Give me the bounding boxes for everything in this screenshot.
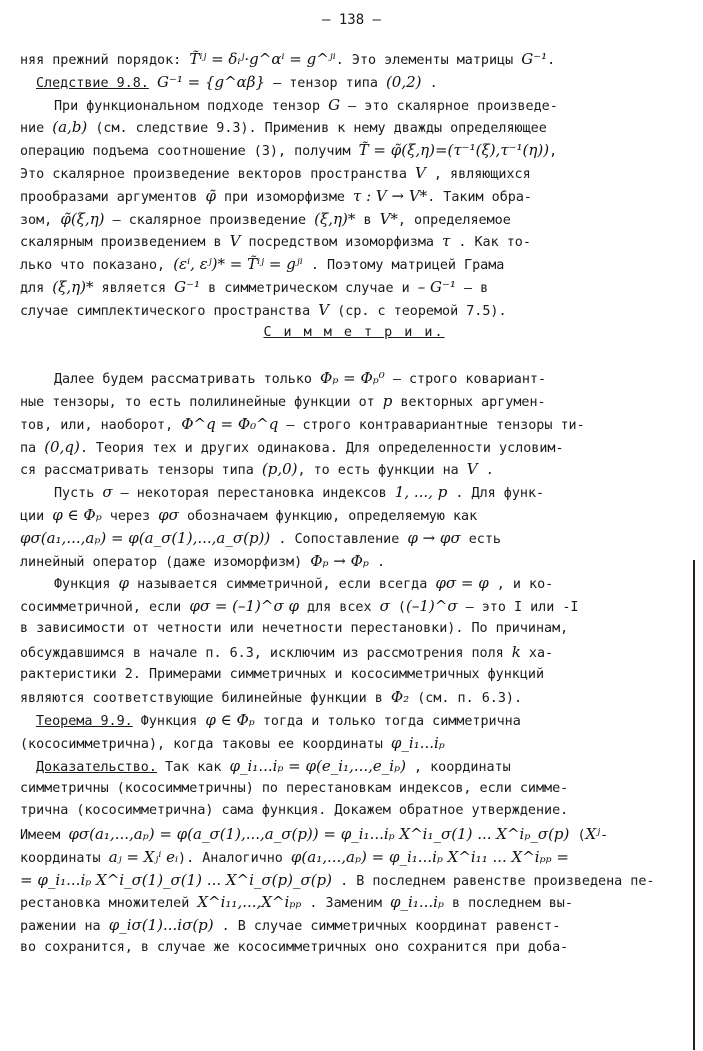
math-expression: φ̃: [205, 186, 216, 205]
math-expression: φσ(a₁,...,aₚ) = φ(a_σ(1),...,a_σ(p)): [20, 528, 271, 547]
math-expression: G⁻¹: [521, 50, 548, 68]
text-segment: Функция: [54, 577, 119, 593]
text-segment: Далее будем рассматривать только: [54, 372, 321, 388]
text-segment: [149, 76, 157, 91]
text-line: [20, 686, 688, 709]
text-segment: ся рассматривать тензоры типа: [20, 463, 262, 479]
text-line: [20, 527, 688, 550]
text-segment: Пусть: [54, 486, 103, 502]
math-expression: G⁻¹ = {g^αβ}: [156, 72, 266, 91]
math-expression: (a,b): [52, 118, 88, 137]
text-line: [20, 778, 688, 801]
text-segment: Функция: [132, 714, 206, 730]
text-segment: ные тензоры, то есть полилинейные функции от: [20, 394, 383, 410]
text-segment: Имеем: [20, 828, 69, 844]
math-expression: T̃ⁱʲ = δᵢʲ·g^αⁱ = g^ʲⁱ: [189, 50, 336, 68]
text-line: [20, 823, 688, 846]
text-segment: – тензор типа: [265, 75, 386, 91]
text-line: [20, 253, 688, 276]
math-expression: τ: [442, 232, 451, 251]
text-line: [20, 276, 688, 299]
text-segment: в: [355, 212, 380, 228]
text-segment: рестановка множителей: [20, 896, 198, 912]
text-segment: обозначаем функцию, определяемую как: [178, 508, 478, 524]
underlined-heading: Доказательство.: [36, 759, 157, 775]
text-segment: .: [368, 554, 386, 570]
math-expression: φσ(a₁,...,aₚ) = φ(a_σ(1),...,a_σ(p)) = φ_i₁...iₚ X^i₁_σ(1) ... X^iₚ_σ(p): [68, 825, 570, 844]
text-line: [20, 162, 688, 185]
text-segment: – строго ковариант-: [384, 372, 547, 388]
math-expression: G: [328, 95, 341, 114]
text-line: [20, 891, 688, 914]
text-segment: для: [20, 280, 53, 296]
math-expression: = φ_i₁...iₚ X^i_σ(1)_σ(1) ... X^i_σ(p)_σ(p): [20, 870, 333, 889]
text-segment: (: [389, 600, 406, 616]
text-segment: . Это элементы матрицы: [335, 53, 522, 68]
text-line: [20, 436, 688, 459]
text-segment: , определяемое: [397, 212, 511, 228]
text-segment: .: [421, 75, 438, 91]
text-line: [20, 481, 688, 504]
text-segment: . В случае симметричных координат равенст-: [213, 919, 561, 935]
underlined-heading: Теорема 9.9.: [36, 714, 133, 730]
math-expression: T̃ = φ̃(ξ,η)=(τ⁻¹(ξ),τ⁻¹(η)): [358, 141, 550, 160]
text-segment: – скалярное произведение: [104, 212, 315, 228]
math-expression: φ_i₁...iₚ: [390, 733, 445, 752]
math-expression: X^i₁₁,...,X^iₚₚ: [197, 893, 302, 912]
text-line: [20, 458, 688, 481]
math-expression: φ ∈ Φₚ: [205, 711, 255, 730]
text-segment: . Поэтому матрицей Грама: [302, 258, 505, 274]
text-segment: (см. следствие 9.3). Применив к нему дважды определяющее: [87, 121, 547, 137]
text-segment: прообразами аргументов: [20, 189, 206, 205]
math-expression: φ: [118, 574, 130, 593]
text-segment: сосимметричной, если: [20, 600, 190, 616]
math-expression: (p,0): [261, 460, 298, 479]
text-segment: случае симплектического пространства: [20, 303, 319, 319]
text-line: [20, 390, 688, 413]
text-line: [20, 367, 688, 390]
text-line: [20, 48, 688, 71]
math-expression: φ(a₁,...,aₚ) = φ_i₁...iₚ X^i₁₁ ... X^iₚₚ =: [290, 847, 569, 866]
math-expression: φ_i₁...iₚ: [390, 893, 444, 912]
text-line: [20, 869, 688, 892]
text-segment: лько что показано,: [20, 258, 174, 274]
text-line: [20, 344, 688, 367]
text-line: [20, 618, 688, 641]
math-expression: k: [511, 642, 521, 661]
text-line: [20, 800, 688, 823]
math-expression: 1, ..., p: [394, 483, 448, 502]
text-line: [20, 846, 688, 869]
text-line: [20, 71, 688, 94]
text-segment: ). Аналогично: [178, 850, 291, 866]
math-expression: p: [382, 391, 393, 410]
math-expression: Φ^q = Φ₀^q: [181, 414, 279, 433]
text-segment: зом,: [20, 212, 61, 228]
text-segment: (см. п. 6.3).: [409, 691, 523, 707]
text-segment: операцию подъема соотношение (3), получим: [20, 144, 359, 160]
text-segment: тов, или, наоборот,: [20, 417, 182, 433]
text-segment: . Для функ-: [447, 486, 545, 502]
math-expression: Φₚ → Φₚ: [310, 551, 369, 570]
text-line: [20, 709, 688, 732]
text-segment: – строго контравариантные тензоры ти-: [278, 417, 585, 433]
text-segment: в зависимости от четности или нечетности перестановки). По причинам,: [20, 620, 569, 636]
page-number: – 138 –: [321, 12, 381, 28]
text-line: [20, 550, 688, 573]
text-segment: ражении на: [20, 919, 109, 935]
math-expression: Φₚ = Φₚ⁰: [320, 369, 385, 388]
math-expression: φσ = (–1)^σ φ: [189, 597, 299, 616]
math-expression: φσ: [158, 505, 179, 524]
text-line: [20, 299, 688, 322]
text-line: [20, 914, 688, 937]
text-segment: , координаты: [405, 759, 511, 775]
text-line: [20, 595, 688, 618]
math-expression: G⁻¹: [174, 277, 201, 296]
math-expression: – G⁻¹: [417, 277, 456, 296]
text-segment: посредством изоморфизма: [240, 235, 442, 251]
text-line: [20, 732, 688, 755]
text-segment: , и ко-: [488, 577, 554, 593]
math-expression: (ξ,η)*: [314, 209, 356, 228]
text-line: [20, 664, 688, 687]
text-segment: При функциональном подходе тензор: [54, 98, 329, 114]
text-line: [20, 94, 688, 117]
text-line: [20, 504, 688, 527]
text-segment: через: [101, 508, 159, 524]
math-expression: Φ₂: [390, 688, 410, 707]
text-line: [20, 185, 688, 208]
text-line: [20, 413, 688, 436]
text-segment: Так как: [156, 759, 230, 775]
text-line: [20, 755, 688, 778]
text-segment: . Заменим: [301, 896, 391, 912]
math-expression: (εⁱ, εʲ)* = T̃ⁱʲ = gʲⁱ: [173, 255, 303, 274]
text-segment: скалярным произведением в: [20, 235, 230, 251]
text-segment: координаты: [20, 850, 109, 866]
math-expression: V: [415, 163, 426, 182]
text-segment: . Как то-: [450, 235, 531, 251]
text-segment: симметричны (кососимметричны) по перестановкам индексов, если симме-: [20, 780, 569, 796]
math-expression: φσ = φ: [435, 574, 489, 593]
text-segment: тогда и только тогда симметрична: [254, 714, 521, 730]
text-segment: , являющихся: [425, 166, 531, 182]
text-segment: (: [569, 828, 586, 844]
math-expression: φ → φσ: [407, 528, 461, 547]
text-segment: няя прежний порядок:: [20, 53, 190, 68]
text-segment: при изоморфизме: [215, 189, 354, 205]
text-segment: ние: [20, 121, 53, 137]
math-expression: σ: [379, 597, 390, 616]
text-segment: ,: [549, 144, 558, 160]
math-expression: (0,2): [385, 72, 422, 91]
text-segment: . В последнем равенстве произведена пе-: [332, 873, 655, 889]
text-segment: , то есть функции на: [297, 463, 467, 479]
text-segment: -: [600, 828, 609, 844]
math-expression: φ ∈ Φₚ: [52, 505, 102, 524]
text-segment: .: [547, 53, 556, 68]
math-expression: (–1)^σ: [406, 597, 458, 616]
math-expression: (0,q): [44, 437, 80, 456]
underlined-heading: Следствие 9.8.: [36, 75, 149, 91]
text-segment: . Теория тех и других одинакова. Для определенности условим-: [79, 440, 564, 456]
math-expression: φ_i₁...iₚ = φ(e_i₁,...,e_iₚ): [229, 756, 406, 775]
text-segment: (кососимметрична), когда таковы ее координаты: [20, 736, 391, 752]
text-segment: называется симметричной, если всегда: [129, 577, 436, 593]
math-expression: φ̃(ξ,η): [60, 209, 105, 228]
math-expression: V: [466, 460, 478, 479]
text-segment: линейный оператор (даже изоморфизм): [20, 554, 311, 570]
text-segment: трична (кососимметрична) сама функция. Докажем обратное утверждение.: [20, 803, 569, 819]
text-line: [20, 230, 688, 253]
math-expression: (ξ,η)*: [52, 277, 94, 296]
text-line: [20, 208, 688, 231]
math-expression: Xʲ: [585, 825, 601, 844]
scan-edge-line: [693, 560, 695, 1050]
math-expression: V: [229, 232, 241, 251]
text-line: [20, 139, 688, 162]
text-segment: – в: [455, 280, 489, 296]
text-segment: являются соответствующие билинейные функции в: [20, 691, 391, 707]
text-segment: во сохранится, в случае же кососимметричных оно сохранится при доба-: [20, 940, 569, 956]
text-line: [20, 937, 688, 960]
text-segment: – это I или -I: [457, 600, 579, 616]
text-segment: . Сопоставление: [270, 531, 408, 547]
text-segment: (ср. с теоремой 7.5).: [329, 303, 507, 319]
math-expression: φ_iσ(1)...iσ(p): [108, 916, 214, 935]
math-expression: V*: [379, 209, 398, 228]
text-segment: . Таким обра-: [427, 189, 532, 205]
text-segment: обсуждавшимся в начале п. 6.3, исключим из рассмотрения поля: [20, 645, 512, 661]
text-segment: – некоторая перестановка индексов: [112, 486, 395, 502]
math-expression: aⱼ = Xⱼⁱ eᵢ: [108, 847, 179, 866]
text-segment: в симметрическом случае и: [200, 280, 418, 296]
text-line: [20, 572, 688, 595]
text-segment: для всех: [299, 600, 380, 616]
text-segment: ха-: [520, 645, 554, 661]
math-expression: τ : V → V*: [353, 186, 428, 205]
text-segment: – это скалярное произведе-: [340, 98, 558, 114]
underlined-heading: С и м м е т р и и.: [263, 324, 445, 340]
math-expression: V: [318, 300, 330, 319]
text-body: [20, 48, 688, 960]
math-expression: σ: [102, 483, 113, 502]
text-segment: рактеристики 2. Примерами симметричных и кососимметричных функций: [20, 666, 545, 682]
text-segment: .: [477, 463, 494, 479]
text-line: [20, 116, 688, 139]
text-segment: Это скалярное произведение векторов пространства: [20, 166, 416, 182]
text-segment: есть: [460, 531, 501, 547]
text-segment: векторных аргумен-: [392, 394, 546, 410]
text-segment: ции: [20, 508, 53, 524]
text-segment: па: [20, 440, 45, 456]
text-segment: является: [93, 280, 175, 296]
text-segment: в последнем вы-: [443, 896, 573, 912]
text-line: [20, 322, 688, 345]
text-line: [20, 641, 688, 664]
